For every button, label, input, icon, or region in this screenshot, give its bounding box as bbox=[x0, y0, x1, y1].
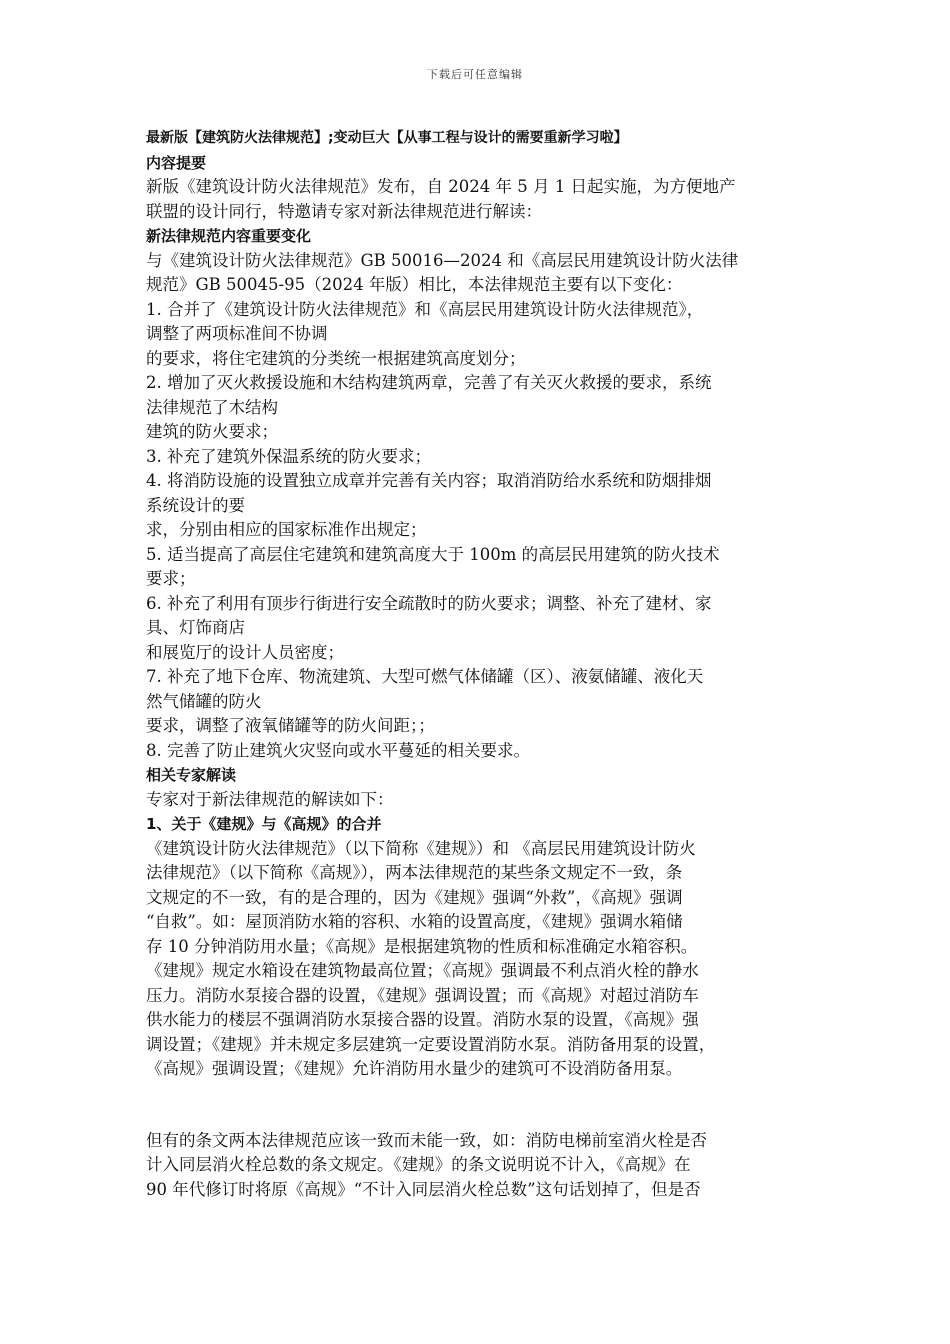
text-line: 联盟的设计同行，特邀请专家对新法律规范进行解读： bbox=[146, 201, 542, 221]
text-line: 规范》GB 50045-95（2024 年版）相比，本法律规范主要有以下变化： bbox=[146, 275, 683, 294]
text-line: 调整了两项标准间不协调 bbox=[146, 324, 328, 343]
text-line: 计入同层消火栓总数的条文规定。《建规》的条文说明说不计入，《高规》在 bbox=[146, 1155, 691, 1174]
text-line: “自救”。如：屋顶消防水箱的容积、水箱的设置高度，《建规》强调水箱储 bbox=[146, 912, 683, 931]
text-line: 然气储罐的防火 bbox=[146, 691, 262, 711]
text-line: 供水能力的楼层不强调消防水泵接合器的设置。消防水泵的设置，《高规》强 bbox=[146, 1010, 699, 1029]
text-line: 《建筑设计防火法律规范》（以下简称《建规》）和 《高层民用建筑设计防火 bbox=[146, 838, 696, 858]
section-heading: 新法律规范内容重要变化 bbox=[146, 227, 312, 245]
text-line: 6. 补充了利用有顶步行街进行安全疏散时的防火要求；调整、补充了建材、家 bbox=[146, 593, 712, 613]
text-line: 和展览厅的设计人员密度； bbox=[146, 642, 344, 662]
text-line: 但有的条文两本法律规范应该一致而未能一致，如：消防电梯前室消火栓是否 bbox=[146, 1130, 707, 1150]
section-heading: 相关专家解读 bbox=[146, 766, 237, 784]
text-line: 具、灯饰商店 bbox=[146, 618, 245, 637]
section-heading: 1、关于《建规》与《高规》的合并 bbox=[146, 815, 382, 833]
text-line: 90 年代修订时将原《高规》“不计入同层消火栓总数”这句话划掉了，但是否 bbox=[146, 1179, 701, 1199]
section-heading: 内容提要 bbox=[146, 153, 207, 172]
text-line: 1. 合并了《建筑设计防火法律规范》和《高层民用建筑设计防火法律规范》， bbox=[146, 299, 704, 319]
document-title: 最新版【建筑防火法律规范】;变动巨大【从事工程与设计的需要重新学习啦】 bbox=[146, 130, 628, 146]
text-line: 新版《建筑设计防火法律规范》发布，自 2024 年 5 月 1 日起实施，为方便地产 bbox=[146, 177, 736, 196]
text-line: 要求； bbox=[146, 569, 196, 588]
text-line: 要求，调整了液氧储罐等的防火间距；； bbox=[146, 716, 435, 735]
text-line: 7. 补充了地下仓库、物流建筑、大型可燃气体储罐（区）、液氨储罐、液化天 bbox=[146, 667, 704, 686]
page-header-note: 下载后可任意编辑 bbox=[427, 68, 523, 81]
text-line: 5. 适当提高了高层住宅建筑和建筑高度大于 100m 的高层民用建筑的防火技术 bbox=[146, 544, 720, 564]
text-line: 8. 完善了防止建筑火灾竖向或水平蔓延的相关要求。 bbox=[146, 740, 530, 760]
text-line: 法律规范》（以下简称《高规》），两本法律规范的某些条文规定不一致，条 bbox=[146, 863, 683, 882]
text-line: 《建规》规定水箱设在建筑物最高位置；《高规》强调最不利点消火栓的静水 bbox=[146, 961, 699, 980]
text-line: 《高规》强调设置；《建规》允许消防用水量少的建筑可不设消防备用泵。 bbox=[146, 1059, 683, 1078]
text-line: 的要求，将住宅建筑的分类统一根据建筑高度划分； bbox=[146, 348, 526, 368]
text-line: 压力。消防水泵接合器的设置，《建规》强调设置；而《高规》对超过消防车 bbox=[146, 985, 699, 1005]
text-line: 2. 增加了灭火救援设施和木结构建筑两章，完善了有关灭火救援的要求，系统 bbox=[146, 373, 712, 392]
text-line: 系统设计的要 bbox=[146, 495, 245, 515]
text-line: 4. 将消防设施的设置独立成章并完善有关内容；取消消防给水系统和防烟排烟 bbox=[146, 471, 712, 490]
text-line: 3. 补充了建筑外保温系统的防火要求； bbox=[146, 446, 431, 466]
text-line: 文规定的不一致，有的是合理的，因为《建规》强调“外救”，《高规》强调 bbox=[146, 887, 683, 907]
text-line: 建筑的防火要求； bbox=[146, 422, 278, 441]
text-line: 法律规范了木结构 bbox=[146, 397, 278, 417]
text-line: 调设置；《建规》并未规定多层建筑一定要设置消防水泵。消防备用泵的设置， bbox=[146, 1034, 716, 1054]
text-line: 存 10 分钟消防用水量；《高规》是根据建筑物的性质和标准确定水箱容积。 bbox=[146, 936, 698, 956]
document-body bbox=[146, 126, 806, 1202]
text-line: 求，分别由相应的国家标准作出规定； bbox=[146, 520, 427, 539]
paragraph-gap bbox=[146, 1082, 806, 1129]
text-line: 专家对于新法律规范的解读如下： bbox=[146, 789, 394, 809]
text-line: 与《建筑设计防火法律规范》GB 50016—2024 和《高层民用建筑设计防火法律 bbox=[146, 250, 739, 270]
